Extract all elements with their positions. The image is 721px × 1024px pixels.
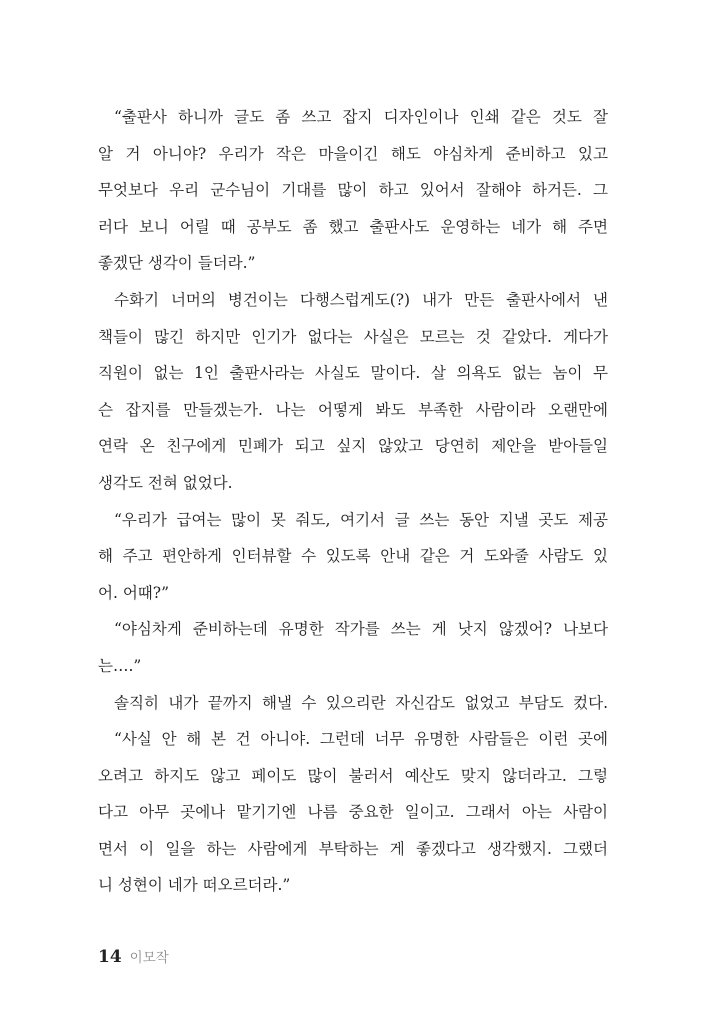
- text-line: 수화기 너머의 병건이는 다행스럽게도(?) 내가 만든 출판사에서 낸: [114, 290, 608, 309]
- text-line: 무엇보다 우리 군수님이 기대를 많이 하고 있어서 잘해야 하거든. 그: [98, 181, 608, 200]
- text-line: 직원이 없는 1인 출판사라는 사실도 말이다. 살 의욕도 없는 놈이 무: [98, 364, 608, 383]
- text-line: 는….”: [98, 656, 142, 675]
- text-line: 생각도 전혀 없었다.: [98, 473, 233, 492]
- text-line: 어. 어때?”: [98, 583, 170, 602]
- text-line: 면서 이 일을 하는 사람에게 부탁하는 게 좋겠다고 생각했지. 그랬더: [98, 839, 608, 858]
- text-line: 러다 보니 어릴 때 공부도 좀 했고 출판사도 운영하는 네가 해 주면: [98, 217, 608, 236]
- text-line: “출판사 하니까 글도 좀 쓰고 잡지 디자인이나 인쇄 같은 것도 잘: [114, 108, 608, 126]
- text-line: “사실 안 해 본 건 아니야. 그런데 너무 유명한 사람들은 이런 곳에: [114, 730, 608, 749]
- text-line: 오려고 하지도 않고 페이도 많이 불러서 예산도 맞지 않더라고. 그렇: [98, 766, 608, 785]
- page-number: 14: [98, 947, 122, 967]
- running-title: 이모작: [129, 950, 169, 966]
- text-line: “야심차게 준비하는데 유명한 작가를 쓰는 게 낫지 않겠어? 나보다: [114, 620, 608, 639]
- text-line: 연락 온 친구에게 민폐가 되고 싶지 않았고 당연히 제안을 받아들일: [98, 437, 608, 456]
- text-line: “우리가 급여는 많이 못 줘도, 여기서 글 쓰는 동안 지낼 곳도 제공: [114, 510, 608, 529]
- text-line: 알 거 아니야? 우리가 작은 마을이긴 해도 야심차게 준비하고 있고: [98, 144, 608, 163]
- text-line: 슨 잡지를 만들겠는가. 나는 어떻게 봐도 부족한 사람이라 오랜만에: [98, 400, 608, 419]
- text-line: 책들이 많긴 하지만 인기가 없다는 사실은 모르는 것 같았다. 게다가: [98, 327, 608, 346]
- text-line: 다고 아무 곳에나 맡기기엔 나름 중요한 일이고. 그래서 아는 사람이: [98, 803, 608, 822]
- text-line: 솔직히 내가 끝까지 해낼 수 있으리란 자신감도 없었고 부담도 컸다.: [114, 693, 608, 712]
- page-footer: [98, 945, 169, 969]
- text-line: 니 성현이 네가 떠오르더라.”: [98, 876, 291, 895]
- body-text: [98, 99, 608, 904]
- text-line: 좋겠단 생각이 들더라.”: [98, 254, 256, 273]
- text-line: 해 주고 편안하게 인터뷰할 수 있도록 안내 같은 거 도와줄 사람도 있: [98, 547, 608, 566]
